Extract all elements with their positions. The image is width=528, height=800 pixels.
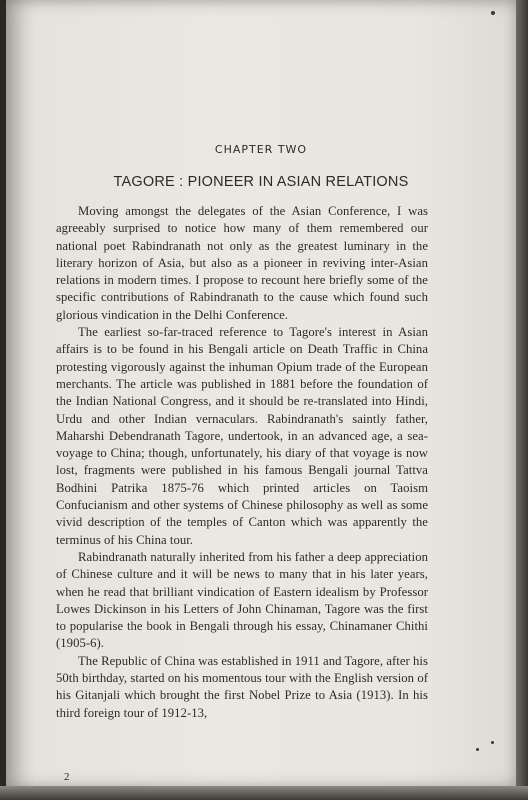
ink-speck xyxy=(491,741,494,744)
body-text xyxy=(56,203,428,722)
chapter-title: TAGORE : PIONEER IN ASIAN RELATIONS xyxy=(113,174,409,190)
page-edge-bottom xyxy=(0,786,528,800)
book-page xyxy=(6,0,516,788)
paragraph: Rabindranath naturally inherited from his father a deep appreciation of Chinese culture and it will be news to many that in his later years, when he read that brilliant vindication of Eastern idealism by Professor Lowes Dickinson in his Letters of John Chinaman, Tagore was the first to popularise the book in Bengali through his essay, Chinamaner Chithi (1905-6). xyxy=(56,549,428,651)
chapter-label: CHAPTER TWO xyxy=(214,143,308,156)
paragraph: Moving amongst the delegates of the Asian Conference, I was agreeably surprised to notice how many of them remembered our national poet Rabindranath not only as the greatest luminary in the literary horizon of Asia, but also as a pioneer in reviving inter-Asian relations in modern times. I propose to recount here briefly some of the specific contributions of Rabindranath to the cause which found such glorious vindication in the Delhi Conference. xyxy=(56,204,428,322)
page-number: 2 xyxy=(64,771,70,783)
paragraph: The Republic of China was established in 1911 and Tagore, after his 50th birthday, started on his momentous tour with the English version of his Gitanjali which brought the first Nobel Prize to Asia (1913). In his third foreign tour of 1912-13, xyxy=(56,653,428,720)
paragraph: The earliest so-far-traced reference to Tagore's interest in Asian affairs is to be found in his Bengali article on Death Traffic in China protesting vigorously against the inhuman Opium trade of the European merchants. The article was published in 1881 before the foundation of the Indian National Congress, and it should be re-translated into Hindi, Urdu and other Indian vernaculars. Rabindranath's saintly father, Maharshi Debendranath Tagore, undertook, in an advanced age, a sea-voyage to China; though, unfortunately, his diary of that voyage is now lost, fragments were published in his famous Bengali journal Tattva Bodhini Patrika 1875-76 which printed articles on Taoism Confucianism and other systems of Chinese philosophy as well as some vivid description of the temples of Canton which was apparently the terminus of his China tour. xyxy=(56,325,428,547)
page-edge-right xyxy=(516,0,528,800)
ink-speck xyxy=(476,748,479,751)
ink-speck xyxy=(491,11,495,15)
